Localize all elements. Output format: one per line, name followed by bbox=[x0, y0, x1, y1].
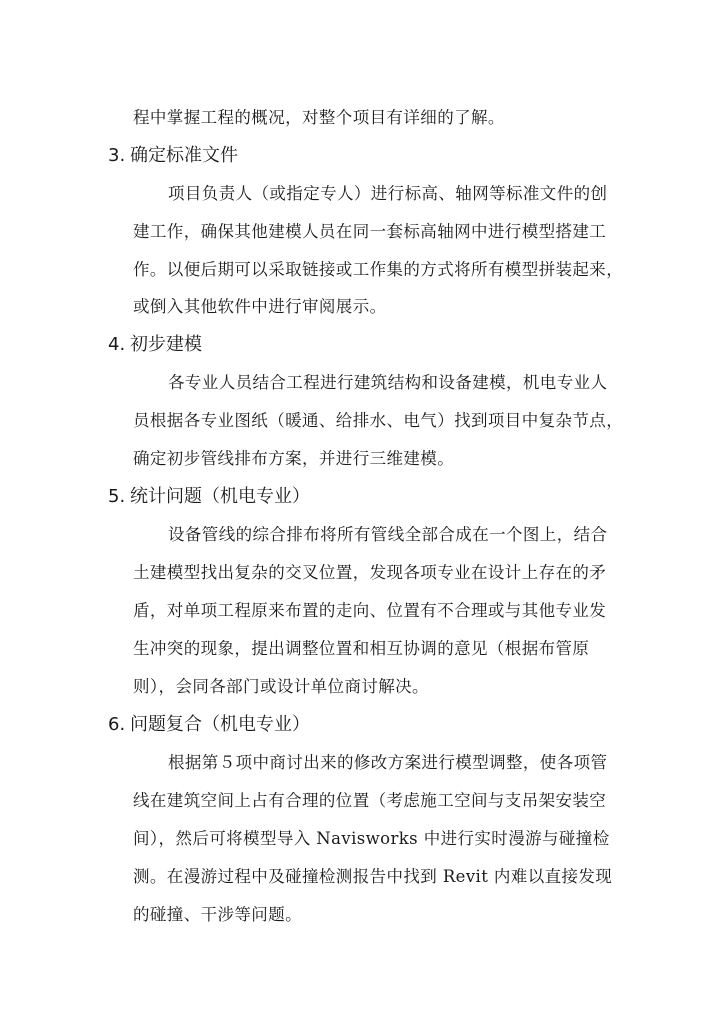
paragraph-line: 程中掌握工程的概况，对整个项目有详细的了解。 bbox=[133, 108, 505, 127]
paragraph-line: 建工作，确保其他建模人员在同一套标高轴网中进行模型搭建工 bbox=[133, 222, 607, 241]
section-heading-5 bbox=[108, 484, 310, 510]
section-number: 5. bbox=[108, 486, 126, 507]
paragraph-line: 确定初步管线排布方案，并进行三维建模。 bbox=[133, 449, 455, 468]
paragraph-line: 盾，对单项工程原来布置的走向、位置有不合理或与其他专业发 bbox=[133, 601, 607, 620]
section-number: 4. bbox=[108, 334, 126, 355]
section-heading-6 bbox=[108, 712, 310, 738]
paragraph-line: 作。以便后期可以采取链接或工作集的方式将所有模型拼装起来， bbox=[133, 260, 624, 279]
section-heading-3 bbox=[108, 143, 238, 169]
paragraph-line: 线在建筑空间上占有合理的位置（考虑施工空间与支吊架安装空 bbox=[133, 791, 607, 810]
section-title: 问题复合（机电专业） bbox=[130, 714, 310, 735]
paragraph-line: 各专业人员结合工程进行建筑结构和设备建模，机电专业人 bbox=[168, 373, 608, 392]
paragraph-line: 测。在漫游过程中及碰撞检测报告中找到 Revit 内难以直接发现 bbox=[133, 867, 613, 886]
paragraph-line: 土建模型找出复杂的交叉位置，发现各项专业在设计上存在的矛 bbox=[133, 563, 607, 582]
section-title: 统计问题（机电专业） bbox=[130, 486, 310, 507]
paragraph-line: 的碰撞、干涉等问题。 bbox=[133, 905, 302, 924]
paragraph-line: 间），然后可将模型导入 Navisworks 中进行实时漫游与碰撞检 bbox=[133, 829, 610, 848]
section-number: 6. bbox=[108, 714, 126, 735]
section-heading-4 bbox=[108, 332, 202, 358]
paragraph-line: 则），会同各部门或设计单位商讨解决。 bbox=[133, 677, 429, 696]
section-title: 确定标准文件 bbox=[130, 145, 238, 166]
paragraph-line: 根据第５项中商讨出来的修改方案进行模型调整，使各项管 bbox=[168, 753, 608, 772]
paragraph-line: 或倒入其他软件中进行审阅展示。 bbox=[133, 297, 387, 316]
paragraph-line: 项目负责人（或指定专人）进行标高、轴网等标准文件的创 bbox=[168, 184, 608, 203]
paragraph-line: 员根据各专业图纸（暖通、给排水、电气）找到项目中复杂节点， bbox=[133, 411, 624, 430]
paragraph-line: 生冲突的现象，提出调整位置和相互协调的意见（根据布管原 bbox=[133, 639, 590, 658]
paragraph-line: 设备管线的综合排布将所有管线全部合成在一个图上，结合 bbox=[168, 525, 608, 544]
section-number: 3. bbox=[108, 145, 126, 166]
section-title: 初步建模 bbox=[130, 334, 202, 355]
